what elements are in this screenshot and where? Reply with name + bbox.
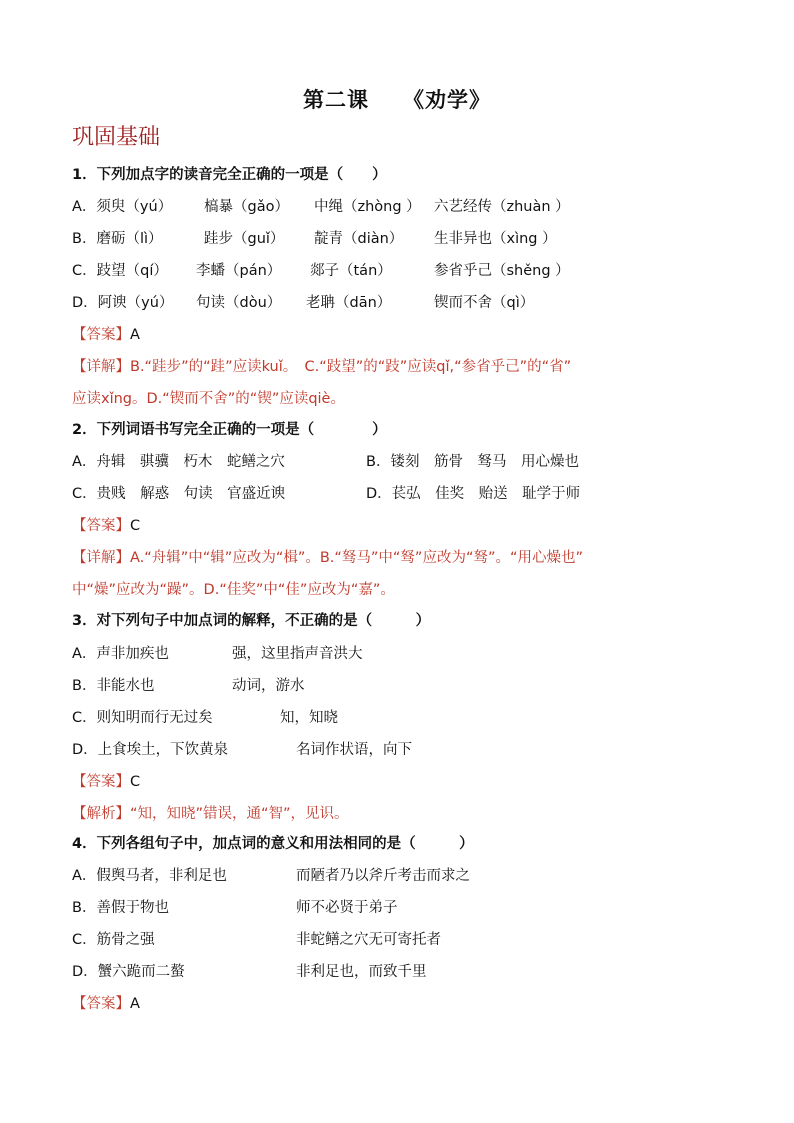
question-2-detail: 【详解】A.“舟辑”中“辑”应改为“楫”。B.“驽马”中“驽”应改为“驽”。“用心燥也” (72, 550, 583, 566)
question-2-detail-cont: 中“燥”应改为“躁”。D.“佳奖”中“佳”应改为“嘉”。 (72, 582, 395, 598)
question-1-stem: 1．下列加点字的读音完全正确的一项是（ ） (72, 167, 387, 183)
question-4-stem: 4．下列各组句子中，加点词的意义和用法相同的是（ ） (72, 836, 474, 852)
document-page: 第二课 《劝学》 巩固基础 1．下列加点字的读音完全正确的一项是（ ） A．须臾（yú） 槁暴（gǎo） 中绳（zhòng ） 六艺经传（zhuàn ） B．磨砺（lì） 跬步（guǐ） 靛青（diàn） 生非异也（xìng ） C．跂望（qí） 李蟠（pán） 郯子（tán） 参省乎己（shěng ） D．阿谀（yú） 句读（dòu） 老聃（dān） 锲而不舍（qì） 【答案】A 【详解】B.“跬步”的“跬”应读kuǐ。 C.“跂望”的“跂”应读qǐ,“参省乎己”的“省” 应读xǐng。D.“锲而不舍”的“锲”应读qiè。 2．下列词语书写完全正确的一项是（ ） A．舟辑 骐骥 朽木 蛇鳝之穴 B．镂刻 筋骨 驽马 用心燥也 C．贵贱 解惑 句读 官盛近谀 D．苌弘 佳奖 贻送 耻学于师 【答案】C 【详解】A.“舟辑”中“辑”应改为“楫”。B.“驽马”中“驽”应改为“驽”。“用心燥也” 中“燥”应改为“躁”。D.“佳奖”中“佳”应改为“嘉”。 3．对下列句子中加点词的解释，不正确的是（ ） A．声非加疾也 强，这里指声音洪大 B．非能水也 动词，游水 C．则知明而行无过矣 知，知晓 D．上食埃土，下饮黄泉 名词作状语，向下 【答案】C 【解析】“知，知晓”错误，通“智”，见识。 4．下列各组句子中，加点词的意义和用法相同的是（ ） A．假舆马者，非利足也 而陋者乃以斧斤考击而求之 B．善假于物也 师不必贤于弟子 C．筋骨之强 非蛇鳝之穴无可寄托者 D．蟹六跪而二螯 非利足也，而致千里 【答案】A (0, 0, 794, 1123)
question-3-answer: 【答案】C (72, 774, 141, 790)
lesson-name: 《劝学》 (403, 88, 491, 112)
question-1-detail: 【详解】B.“跬步”的“跬”应读kuǐ。 C.“跂望”的“跂”应读qǐ,“参省乎己”的“省” (72, 359, 572, 375)
question-3-stem: 3．对下列句子中加点词的解释，不正确的是（ ） (72, 613, 431, 629)
question-3-analysis: 【解析】“知，知晓”错误，通“智”，见识。 (72, 806, 349, 822)
question-2-stem: 2．下列词语书写完全正确的一项是（ ） (72, 422, 387, 438)
question-4-answer: 【答案】A (72, 996, 140, 1012)
question-1-answer: 【答案】A (72, 327, 140, 343)
question-2-answer: 【答案】C (72, 518, 141, 534)
section-heading: 巩固基础 (72, 125, 161, 150)
lesson-number: 第二课 (303, 88, 369, 112)
page-title (0, 84, 794, 114)
question-1-detail-cont: 应读xǐng。D.“锲而不舍”的“锲”应读qiè。 (72, 391, 345, 407)
